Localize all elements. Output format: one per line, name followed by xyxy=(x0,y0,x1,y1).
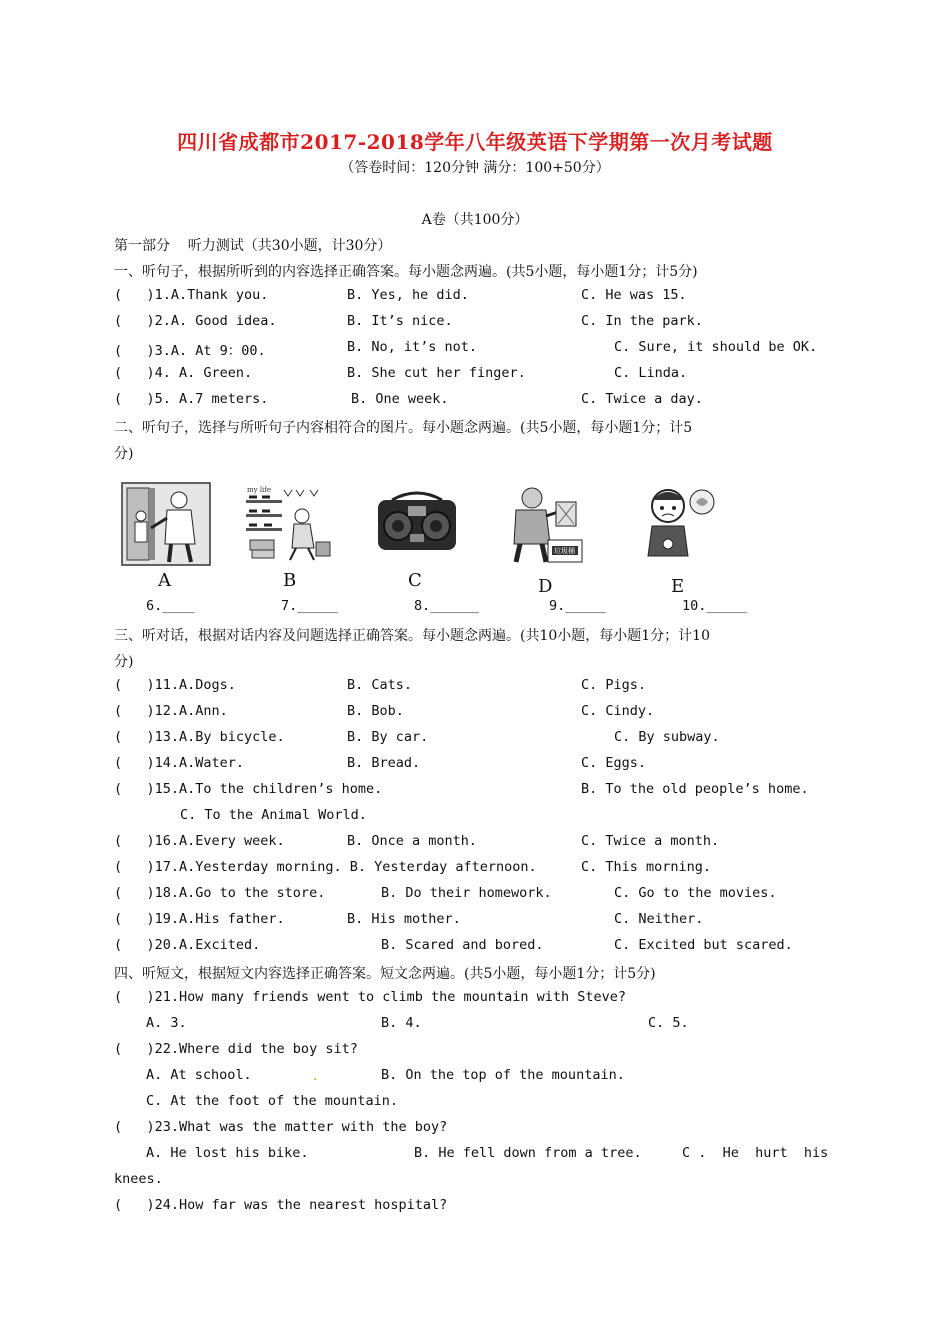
q22-b: B. On the top of the mountain. xyxy=(381,1067,625,1083)
q13-a: ( )13.A.By bicycle. xyxy=(114,729,285,745)
q11-a: ( )11.A.Dogs. xyxy=(114,677,236,693)
q23-c: C . He hurt his xyxy=(682,1145,829,1161)
section1-heading: 一、听句子，根据所听到的内容选择正确答案。每小题念两遍。(共5小题，每小题1分；计5分) xyxy=(114,264,698,280)
q11-c: C. Pigs. xyxy=(581,677,647,693)
picture-b-girl-with-shoes xyxy=(244,482,334,566)
picture-b-label: B xyxy=(283,570,297,591)
q20-a: ( )20.A.Excited. xyxy=(114,937,261,953)
q21-c: C. 5. xyxy=(648,1015,689,1031)
q22-c: C. At the foot of the mountain. xyxy=(146,1093,398,1109)
q11-b: B. Cats. xyxy=(347,677,413,693)
exam-info: （答卷时间：120分钟 满分：100+50分） xyxy=(340,160,610,176)
q16-c: C. Twice a month. xyxy=(581,833,720,849)
q22-question: ( )22.Where did the boy sit? xyxy=(114,1041,358,1057)
section2-heading: 二、听句子，选择与所听句子内容相符合的图片。每小题念两遍。(共5小题，每小题1分；计5 xyxy=(114,420,693,436)
q14-a: ( )14.A.Water. xyxy=(114,755,245,771)
q14-c: C. Eggs. xyxy=(581,755,647,771)
answer-blank-7[interactable]: 7._____ xyxy=(281,598,338,614)
q15-c: C. To the Animal World. xyxy=(180,807,367,823)
q18-c: C. Go to the movies. xyxy=(614,885,777,901)
stray-dot: . xyxy=(313,1068,318,1084)
q16-b: B. Once a month. xyxy=(347,833,478,849)
q5-c: C. Twice a day. xyxy=(581,391,703,407)
q13-c: C. By subway. xyxy=(614,729,720,745)
q14-b: B. Bread. xyxy=(347,755,421,771)
q13-b: B. By car. xyxy=(347,729,429,745)
q4-c: C. Linda. xyxy=(614,365,688,381)
q24-question: ( )24.How far was the nearest hospital? xyxy=(114,1197,448,1213)
picture-a-label: A xyxy=(158,570,171,591)
section2-heading-cont: 分) xyxy=(114,446,134,462)
q21-a: A. 3. xyxy=(146,1015,187,1031)
picture-e-boy xyxy=(632,482,722,566)
q20-c: C. Excited but scared. xyxy=(614,937,793,953)
q4-b: B. She cut her finger. xyxy=(347,365,526,381)
q21-question: ( )21.How many friends went to climb the mountain with Steve? xyxy=(114,989,627,1005)
picture-c-label: C xyxy=(408,570,422,591)
q3-b: B. No, it’s not. xyxy=(347,339,478,355)
picture-e-label: E xyxy=(671,576,685,597)
q2-a: ( )2.A. Good idea. xyxy=(114,313,277,329)
q12-b: B. Bob. xyxy=(347,703,404,719)
q1-b: B. Yes, he did. xyxy=(347,287,469,303)
page-title: 四川省成都市2017-2018学年八年级英语下学期第一次月考试题 xyxy=(177,130,773,154)
section4-heading: 四、听短文，根据短文内容选择正确答案。短文念两遍。(共5小题，每小题1分；计5分) xyxy=(114,966,656,982)
q5-b: B. One week. xyxy=(351,391,449,407)
q19-a: ( )19.A.His father. xyxy=(114,911,285,927)
picture-d-label: D xyxy=(538,576,553,597)
section3-heading-cont: 分) xyxy=(114,654,134,670)
q2-b: B. It’s nice. xyxy=(347,313,453,329)
q1-a: ( )1.A.Thank you. xyxy=(114,287,269,303)
q20-b: B. Scared and bored. xyxy=(381,937,544,953)
q18-a: ( )18.A.Go to the store. xyxy=(114,885,326,901)
q5-a: ( )5. A.7 meters. xyxy=(114,391,269,407)
svg-text:my life: my life xyxy=(247,486,272,494)
q17-c: C. This morning. xyxy=(581,859,712,875)
q23-b: B. He fell down from a tree. xyxy=(414,1145,642,1161)
q22-a: A. At school. xyxy=(146,1067,252,1083)
q19-b: B. His mother. xyxy=(347,911,461,927)
q1-c: C. He was 15. xyxy=(581,287,687,303)
q12-a: ( )12.A.Ann. xyxy=(114,703,228,719)
q12-c: C. Cindy. xyxy=(581,703,655,719)
q2-c: C. In the park. xyxy=(581,313,703,329)
volume-heading: A卷（共100分） xyxy=(421,212,529,228)
q15-a: ( )15.A.To the children’s home. xyxy=(114,781,383,797)
q18-b: B. Do their homework. xyxy=(381,885,552,901)
q16-a: ( )16.A.Every week. xyxy=(114,833,285,849)
q15-b: B. To the old people’s home. xyxy=(581,781,809,797)
q4-a: ( )4. A. Green. xyxy=(114,365,253,381)
answer-blank-10[interactable]: 10._____ xyxy=(682,598,748,614)
section3-heading: 三、听对话，根据对话内容及问题选择正确答案。每小题念两遍。(共10小题，每小题1分；计10 xyxy=(114,628,710,644)
answer-blank-8[interactable]: 8.______ xyxy=(414,598,480,614)
q23-a: A. He lost his bike. xyxy=(146,1145,309,1161)
q19-c: C. Neither. xyxy=(614,911,704,927)
q17-a: ( )17.A.Yesterday morning. B. Yesterday afternoon. xyxy=(114,859,537,875)
picture-d-trash-bin xyxy=(496,482,586,566)
q3-a: ( )3.A. At 9：00. xyxy=(114,343,266,359)
part-heading: 第一部分 听力测试（共30小题，计30分） xyxy=(114,238,392,254)
q21-b: B. 4. xyxy=(381,1015,422,1031)
q3-c: C. Sure, it should be OK. xyxy=(614,339,818,355)
q23-c-cont: knees. xyxy=(114,1171,163,1187)
svg-text:垃圾桶: 垃圾桶 xyxy=(554,547,575,555)
answer-blank-6[interactable]: 6.____ xyxy=(146,598,195,614)
q23-question: ( )23.What was the matter with the boy? xyxy=(114,1119,448,1135)
picture-a-man-at-door xyxy=(121,482,211,566)
picture-c-radio xyxy=(372,482,462,566)
answer-blank-9[interactable]: 9._____ xyxy=(549,598,606,614)
